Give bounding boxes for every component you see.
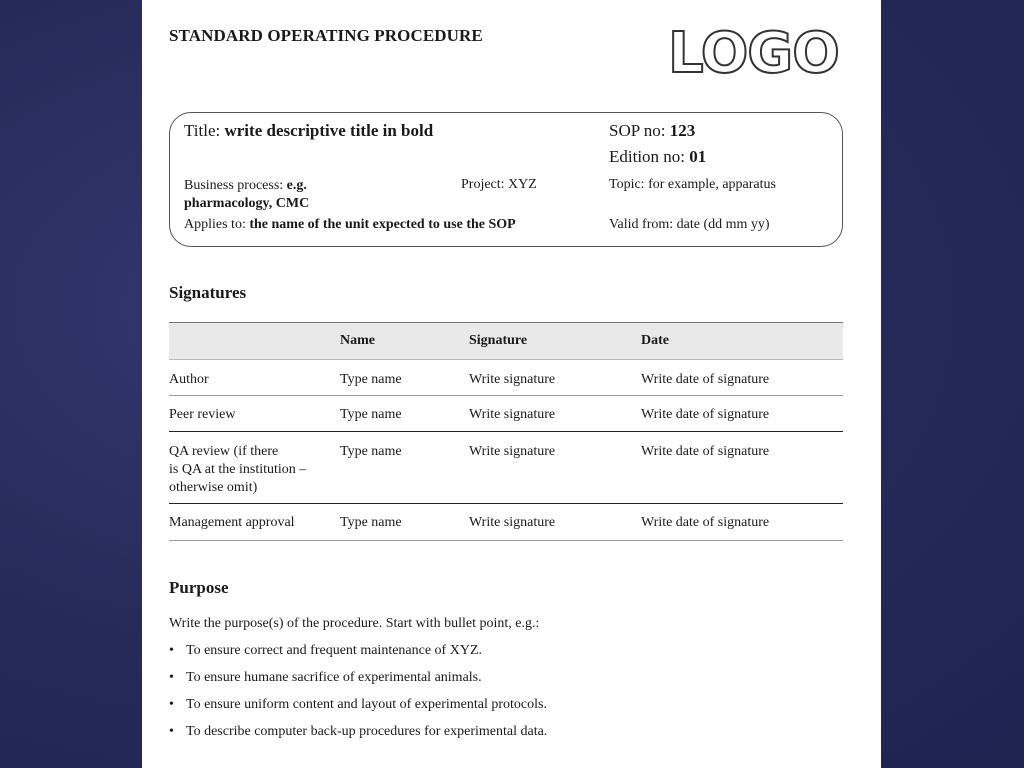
topic-field	[609, 177, 776, 193]
row-signature: Write signature	[469, 432, 641, 504]
column-header-name: Name	[340, 323, 469, 360]
business-value-1: e.g.	[286, 178, 307, 193]
table-row	[169, 396, 843, 432]
topic-value: for example, apparatus	[648, 177, 776, 192]
column-header-role	[169, 323, 340, 360]
business-process-field	[184, 177, 309, 213]
sop-info-box	[169, 112, 843, 247]
business-value-2: pharmacology, CMC	[184, 196, 310, 211]
list-item	[169, 642, 547, 669]
row-name: Type name	[340, 396, 469, 432]
project-field	[461, 177, 537, 193]
table-row	[169, 432, 843, 504]
row-signature: Write signature	[469, 360, 641, 396]
signatures-table	[169, 322, 843, 541]
project-label: Project:	[461, 177, 505, 192]
valid-label: Valid from:	[609, 217, 674, 232]
row-name: Type name	[340, 432, 469, 504]
bullet-text: To ensure uniform content and layout of experimental protocols.	[186, 697, 547, 712]
title-value: write descriptive title in bold	[224, 121, 434, 140]
signatures-heading: Signatures	[169, 283, 247, 302]
sop-value: 123	[669, 121, 696, 140]
list-item	[169, 723, 547, 750]
bullet-text: To describe computer back-up procedures for experimental data.	[186, 724, 548, 739]
row-role	[169, 432, 340, 504]
sop-label: SOP no:	[609, 121, 666, 140]
bullet-text: To ensure humane sacrifice of experimental animals.	[186, 670, 482, 685]
applies-label: Applies to:	[184, 217, 246, 232]
role-line: is QA at the institution –	[169, 462, 307, 477]
sop-number-field	[609, 121, 695, 141]
edition-value: 01	[689, 147, 707, 166]
document-heading: STANDARD OPERATING PROCEDURE	[169, 26, 483, 45]
row-name: Type name	[340, 504, 469, 541]
row-name: Type name	[340, 360, 469, 396]
bullet-icon: •	[169, 670, 174, 685]
row-role: Peer review	[169, 396, 340, 432]
edition-field	[609, 147, 706, 167]
project-value: XYZ	[508, 177, 537, 192]
row-role: Author	[169, 360, 340, 396]
row-date: Write date of signature	[641, 432, 843, 504]
applies-value: the name of the unit expected to use the SOP	[249, 217, 516, 232]
purpose-heading: Purpose	[169, 578, 229, 597]
table-row	[169, 504, 843, 541]
bullet-icon: •	[169, 697, 174, 712]
column-header-signature: Signature	[469, 323, 641, 360]
valid-from-field	[609, 217, 770, 233]
row-date: Write date of signature	[641, 360, 843, 396]
bullet-icon: •	[169, 643, 174, 658]
bullet-icon: •	[169, 724, 174, 739]
row-date: Write date of signature	[641, 396, 843, 432]
role-line: QA review (if there	[169, 444, 279, 459]
applies-to-field	[184, 217, 516, 233]
role-line: otherwise omit)	[169, 480, 258, 495]
row-signature: Write signature	[469, 396, 641, 432]
bullet-text: To ensure correct and frequent maintenance of XYZ.	[186, 643, 482, 658]
column-header-date: Date	[641, 323, 843, 360]
row-date: Write date of signature	[641, 504, 843, 541]
purpose-bullet-list	[169, 642, 547, 750]
logo-placeholder: LOGO	[668, 21, 839, 86]
valid-value: date (dd mm yy)	[676, 217, 770, 232]
edition-label: Edition no:	[609, 147, 686, 166]
title-label: Title:	[184, 121, 221, 140]
row-signature: Write signature	[469, 504, 641, 541]
purpose-intro: Write the purpose(s) of the procedure. Start with bullet point, e.g.:	[169, 616, 540, 631]
list-item	[169, 696, 547, 723]
table-header-row	[169, 323, 843, 360]
topic-label: Topic:	[609, 177, 645, 192]
row-role: Management approval	[169, 504, 340, 541]
business-label: Business process:	[184, 178, 284, 193]
list-item	[169, 669, 547, 696]
document-page	[142, 0, 881, 768]
title-field	[184, 121, 433, 141]
table-row	[169, 360, 843, 396]
